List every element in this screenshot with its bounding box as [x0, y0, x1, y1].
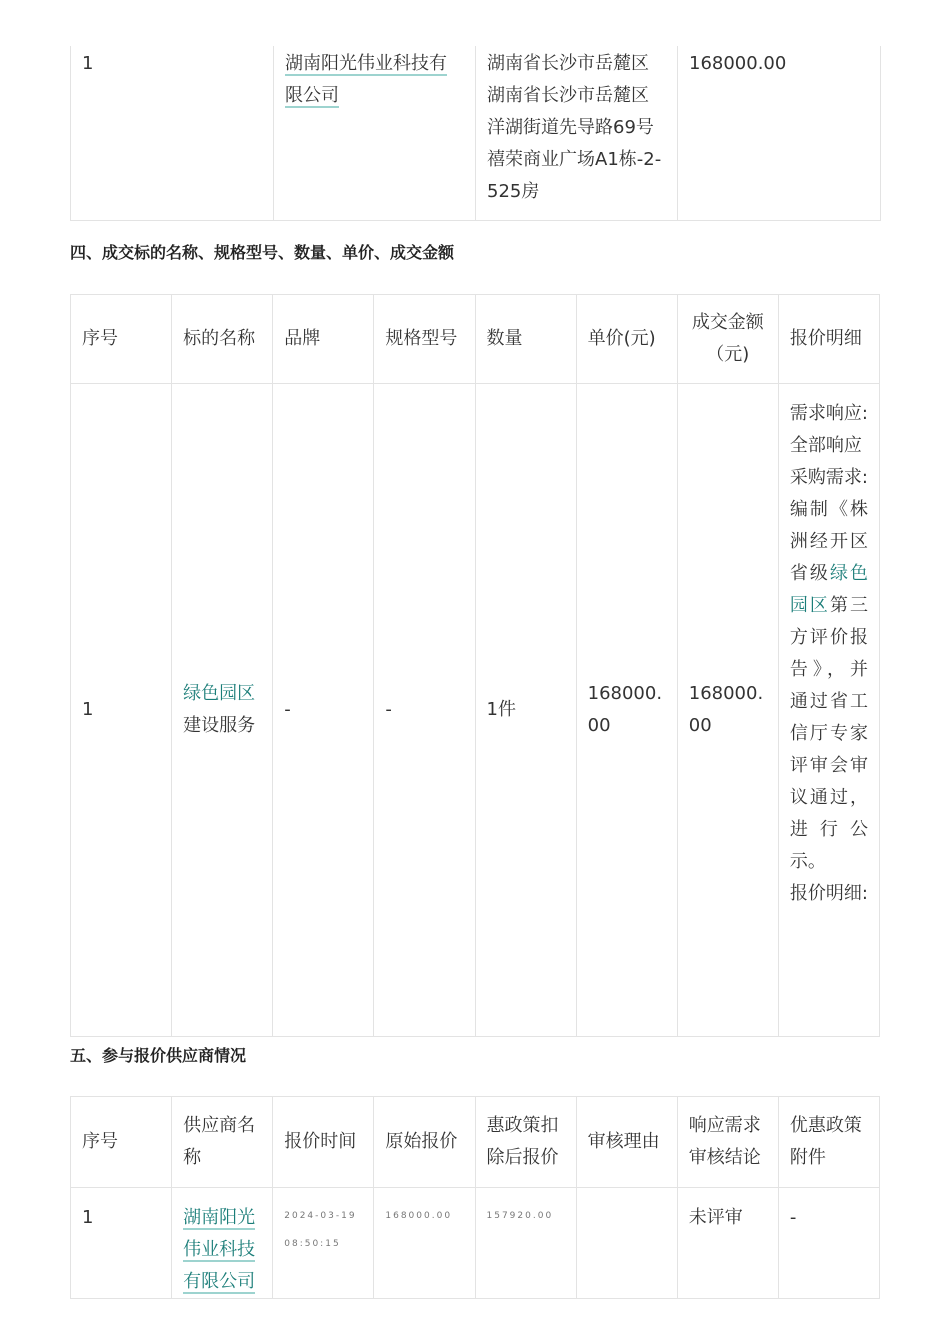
header-cell: 报价明细: [778, 295, 879, 384]
header-cell: 单价(元): [576, 295, 677, 384]
original-quote: 168000.00: [374, 1188, 475, 1299]
suppliers-table: [70, 1096, 880, 1299]
header-cell: 序号: [71, 295, 172, 384]
section4-heading: 四、成交标的名称、规格型号、数量、单价、成交金额: [70, 243, 455, 262]
detail-text: 采购需求:编制《株洲经开区省级: [789, 467, 868, 584]
review-reason: [576, 1188, 677, 1299]
detail-text: 需求响应:全部响应: [789, 403, 868, 456]
detail-text: 第三方评价报告》，并通过省工信厅专家评审会审议通过，进行公示。: [789, 595, 869, 872]
header-cell: 响应需求审核结论: [677, 1097, 778, 1188]
supplier-link[interactable]: 湖南阳光伟业科技有限公司: [183, 1207, 256, 1292]
table-row: [71, 1188, 880, 1299]
policy-attachment: -: [778, 1188, 879, 1299]
item-name: [172, 384, 273, 1037]
header-cell: 成交金额（元): [677, 295, 778, 384]
row-index: 1: [71, 1188, 172, 1299]
row-index: 1: [71, 46, 274, 221]
header-cell: 数量: [475, 295, 576, 384]
row-index: 1: [71, 384, 172, 1037]
qty-cell: 1件: [475, 384, 576, 1037]
header-cell: 序号: [71, 1097, 172, 1188]
company-link[interactable]: 湖南阳光伟业科技有限公司: [285, 53, 447, 106]
winner-table: [70, 46, 881, 221]
table-header-row: [71, 295, 880, 384]
total-cell: 168000.00: [677, 384, 778, 1037]
detail-text: 报价明细:: [789, 883, 868, 904]
winning-amount: 168000.00: [678, 46, 881, 221]
table-header-row: [71, 1097, 880, 1188]
unit-price-cell: 168000.00: [576, 384, 677, 1037]
quote-detail: [778, 384, 879, 1037]
review-conclusion: 未评审: [677, 1188, 778, 1299]
table-row: [71, 46, 881, 221]
after-policy-quote: 157920.00: [475, 1188, 576, 1299]
brand-cell: -: [273, 384, 374, 1037]
section5-heading: 五、参与报价供应商情况: [70, 1046, 247, 1065]
header-cell: 审核理由: [576, 1097, 677, 1188]
header-cell: 原始报价: [374, 1097, 475, 1188]
header-cell: 优惠政策附件: [778, 1097, 879, 1188]
header-cell: 规格型号: [374, 295, 475, 384]
quote-time: 2024-03-19 08:50:15: [273, 1188, 374, 1299]
header-cell: 标的名称: [172, 295, 273, 384]
supplier-cell: [172, 1188, 273, 1299]
table-row: [71, 384, 880, 1037]
detail-link[interactable]: 绿色园区: [789, 563, 869, 616]
items-table: [70, 294, 880, 1037]
header-cell: 供应商名称: [172, 1097, 273, 1188]
item-link[interactable]: 绿色园区: [183, 683, 256, 704]
item-name-rest: 建设服务: [183, 715, 256, 736]
company-address: 湖南省长沙市岳麓区湖南省长沙市岳麓区洋湖街道先导路69号禧荣商业广场A1栋-2-525房: [476, 46, 678, 221]
header-cell: 惠政策扣除后报价: [475, 1097, 576, 1188]
model-cell: -: [374, 384, 475, 1037]
header-cell: 品牌: [273, 295, 374, 384]
header-cell: 报价时间: [273, 1097, 374, 1188]
